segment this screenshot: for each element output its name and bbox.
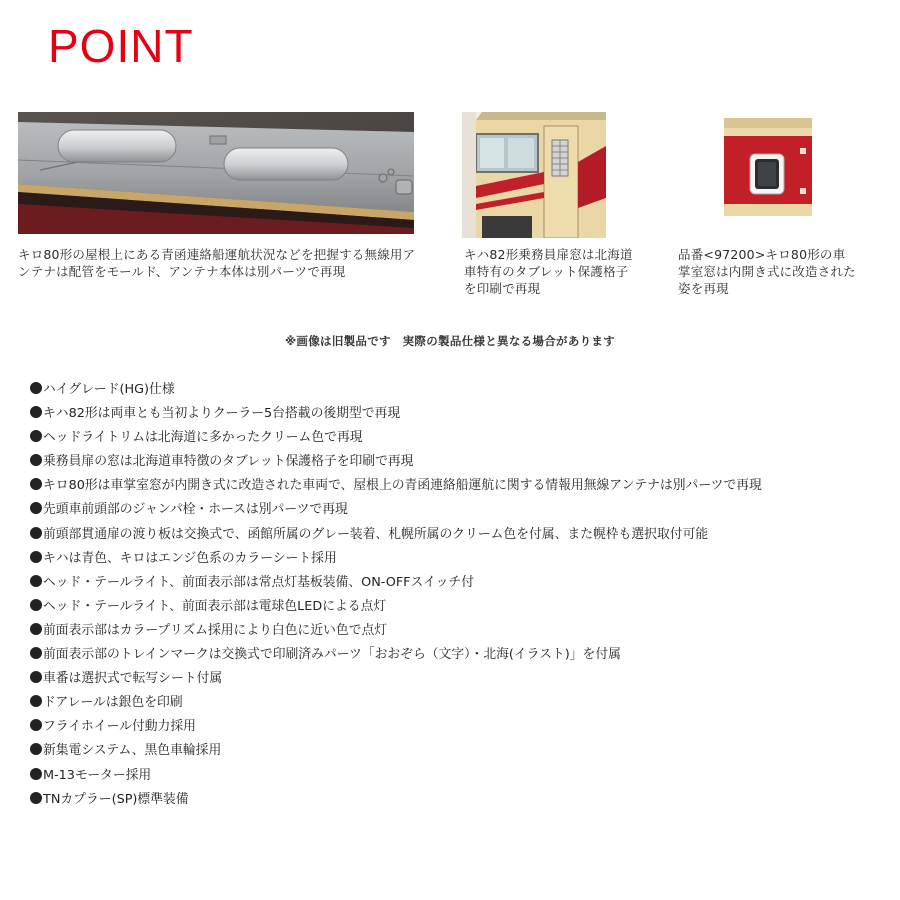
list-item: TNカプラー(SP)標準装備 xyxy=(30,788,880,812)
bullet-icon xyxy=(30,719,42,731)
list-item: キロ80形は車掌室窓が内開き式に改造された車両で、屋根上の青函連絡船運航に関する情報用無線アンテナは別パーツで再現 xyxy=(30,474,880,498)
list-item: ヘッドライトリムは北海道に多かったクリーム色で再現 xyxy=(30,426,880,450)
bullet-icon xyxy=(30,551,42,563)
bullet-icon xyxy=(30,502,42,514)
bullet-icon xyxy=(30,382,42,394)
list-item: ヘッド・テールライト、前面表示部は電球色LEDによる点灯 xyxy=(30,595,880,619)
bullet-icon xyxy=(30,671,42,683)
bullet-icon xyxy=(30,527,42,539)
list-item: 前面表示部はカラープリズム採用により白色に近い色で点灯 xyxy=(30,619,880,643)
photo-caption-1: キロ80形の屋根上にある青函連絡船運航状況などを把握する無線用アンテナは配管をモールド、アンテナ本体は別パーツで再現 xyxy=(18,247,416,279)
list-item: フライホイール付動力採用 xyxy=(30,715,880,739)
list-item: 車番は選択式で転写シート付属 xyxy=(30,667,880,691)
bullet-icon xyxy=(30,406,42,418)
list-item: 前面表示部のトレインマークは交換式で印刷済みパーツ「おおぞら（文字）・北海(イラスト)」を付属 xyxy=(30,643,880,667)
photo-caption-2: キハ82形乗務員扉窓は北海道車特有のタブレット保護格子を印刷で再現 xyxy=(464,247,633,296)
list-item: 前頭部貫通扉の渡り板は交換式で、函館所属のグレー装着、札幌所属のクリーム色を付属、また幌枠も選択取付可能 xyxy=(30,523,880,547)
list-item: キハは青色、キロはエンジ色系のカラーシート採用 xyxy=(30,547,880,571)
bullet-icon xyxy=(30,792,42,804)
bullet-icon xyxy=(30,478,42,490)
list-item: ドアレールは銀色を印刷 xyxy=(30,691,880,715)
page-title: POINT xyxy=(48,20,194,72)
bullet-icon xyxy=(30,575,42,587)
photo-caption-3: 品番<97200>キロ80形の車掌室窓は内開き式に改造された姿を再現 xyxy=(678,247,856,296)
bullet-icon xyxy=(30,743,42,755)
list-item: M-13モーター採用 xyxy=(30,764,880,788)
feature-list xyxy=(30,378,880,812)
list-item: 先頭車前頭部のジャンパ栓・ホースは別パーツで再現 xyxy=(30,498,880,522)
cab-door-window-photo xyxy=(462,112,606,238)
list-item: ハイグレード(HG)仕様 xyxy=(30,378,880,402)
bullet-icon xyxy=(30,454,42,466)
bullet-icon xyxy=(30,695,42,707)
list-item: 乗務員扉の窓は北海道車特徴のタブレット保護格子を印刷で再現 xyxy=(30,450,880,474)
bullet-icon xyxy=(30,647,42,659)
list-item: キハ82形は両車とも当初よりクーラー5台搭載の後期型で再現 xyxy=(30,402,880,426)
inward-window-photo xyxy=(724,118,812,216)
bullet-icon xyxy=(30,623,42,635)
list-item: 新集電システム、黒色車輪採用 xyxy=(30,739,880,763)
bullet-icon xyxy=(30,430,42,442)
bullet-icon xyxy=(30,768,42,780)
roof-antenna-photo xyxy=(18,112,414,234)
bullet-icon xyxy=(30,599,42,611)
list-item: ヘッド・テールライト、前面表示部は常点灯基板装備、ON-OFFスイッチ付 xyxy=(30,571,880,595)
disclaimer-note: ※画像は旧製品です 実際の製品仕様と異なる場合があります xyxy=(284,334,616,348)
